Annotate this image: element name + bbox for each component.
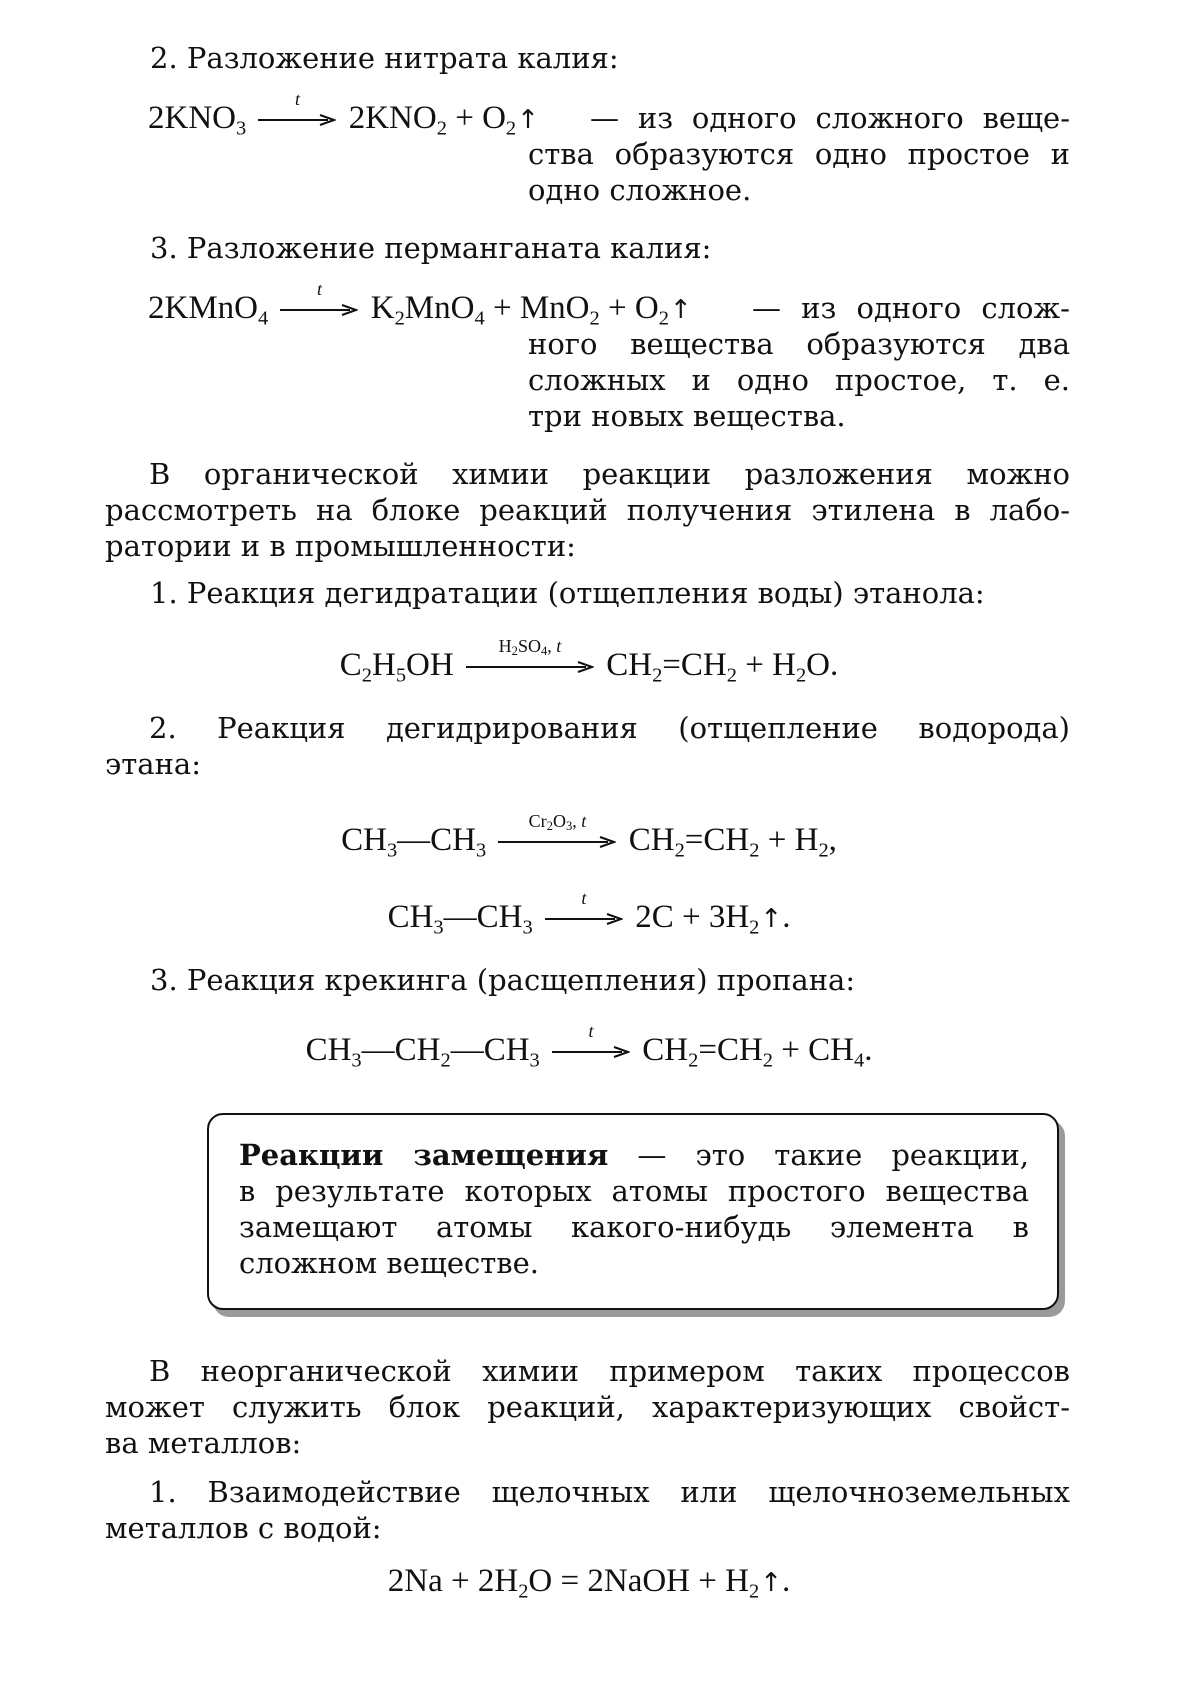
gas-arrow-icon: ↑ (760, 904, 783, 934)
reaction-arrow: t (545, 912, 623, 926)
kmno4-equation: 2KMnO$_4$ t $K_2MnO_4 + MnO_2$ + $O_2↑$ (148, 279, 692, 330)
reaction-arrow: $Cr_2O_3$, t (498, 835, 616, 849)
definition-box (207, 1113, 1059, 1310)
dehydrogenation-equation-1: $CH_3—CH_3$ $Cr_2O_3$, t $CH_2=CH_2 + H_2$, (341, 811, 837, 862)
gas-arrow-icon: ↑ (760, 1568, 783, 1598)
gas-arrow-icon: ↑ (669, 295, 692, 325)
kno3-heading: 2. Разложение нитрата калия: (150, 41, 619, 75)
dehydrogenation-heading: 2. Реакция дегидрирования (отщепление водорода) (149, 711, 1070, 745)
definition-text: Реакции замещения — это такие реакции, в результате которых атомы простого вещества замещают атомы какого-нибудь элемента в сложном веществе. (239, 1138, 1029, 1280)
kno3-note: — из одного сложного веще- (590, 101, 1070, 135)
dehydration-equation: $C_2H_5OH$ $H_2SO_4$, t $CH_2=CH_2 + H_2O$. (339, 636, 839, 687)
reaction-arrow: t (258, 113, 336, 127)
inorganic-intro: В неорганической химии примером таких процессов (149, 1354, 1070, 1388)
reaction-arrow: $H_2SO_4$, t (466, 660, 594, 674)
organic-intro: В органической химии реакции разложения можно (149, 457, 1070, 491)
reaction-arrow: t (552, 1045, 630, 1059)
gas-arrow-icon: ↑ (517, 105, 539, 135)
metals-water-heading: 1. Взаимодействие щелочных или щелочноземельных (149, 1475, 1070, 1509)
cracking-equation: $CH_3—CH_2—CH_3$ t $CH_2=CH_2 + CH_4$. (305, 1021, 873, 1072)
reaction-arrow: t (280, 303, 358, 317)
kmno4-heading: 3. Разложение перманганата калия: (150, 231, 712, 265)
kmno4-note: — из одного слож- (752, 291, 1070, 325)
sodium-water-equation: $2Na + 2H_2O$ = 2NaOH + $H_2↑$. (387, 1563, 791, 1603)
textbook-page: 2. Разложение нитрата калия: $2KNO_3$ t $2KNO_2$ + $O_2↑$ — из одного сложного веще- ства образуются одно простое и одно сложное. 3. Разложение перманганата калия: 2KMnO$_4$ t $K_2MnO_4 + MnO_2$ + $O_2↑$ — из одного слож- ного вещества образуются два сложных и одно простое, т. е. три новых вещества. В органической химии реакции разложения можно рассмотреть на блоке реакций получения этилена в лабо- ратории и в промышленности: 1. Реакция дегидратации (отщепления воды) этанола: $C_2H_5OH$ $H_2SO_4$, t $CH_2=CH_2 + H_2O$. 2. Реакция дегидрирования (отщепление водорода) этана: $CH_3—CH_3$ $Cr_2O_3$, t $CH_2=CH_2 + H_2$, $CH_3—CH_3$ t $2C + 3H_2↑$. 3. Реакция крекинга (расщепления) пропана: $CH_3—CH_2—CH_3$ t $CH_2=CH_2 + CH_4$. Реакции замещения — это такие реакции, в результате которых атомы простого вещества замещают атомы какого-нибудь элемента в сложном веществе. В неорганической химии примером таких процессов может служить блок реакций, характеризующих свойст- ва металлов: 1. Взаимодействие щелочных или щелочноземельных металлов с водой: $2Na + 2H_2O$ = 2NaOH + $H_2↑$. (0, 0, 1178, 1684)
kno3-equation: $2KNO_3$ t $2KNO_2$ + $O_2↑$ (148, 89, 539, 140)
dehydration-heading: 1. Реакция дегидратации (отщепления воды) этанола: (150, 576, 985, 610)
definition-term: Реакции замещения (239, 1138, 609, 1172)
cracking-heading: 3. Реакция крекинга (расщепления) пропана: (150, 963, 856, 997)
dehydrogenation-equation-2: $CH_3—CH_3$ t $2C + 3H_2↑$. (387, 888, 791, 939)
